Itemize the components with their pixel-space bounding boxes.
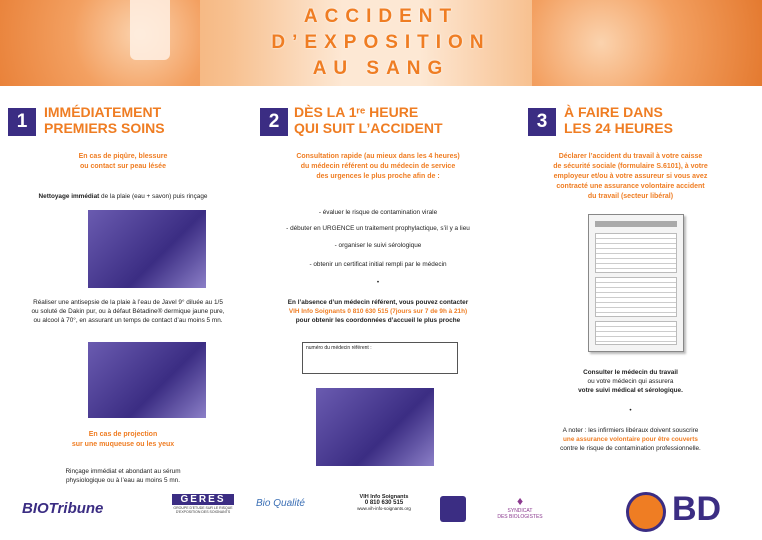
square-logo [440,496,466,522]
hand-washing-photo [88,210,206,288]
note-line: contre le risque de contamination professionnelle. [560,445,701,452]
subheading-line: En cas de projection [88,431,158,438]
bd-logo: BD [672,490,722,528]
vih-title: VIH Info Soignants [359,494,409,500]
geres-text: GERES [172,494,234,505]
action-item: - débuter en URGENCE un traitement prophylactique, s’il y a lieu [286,225,470,232]
consult-occupational-doctor [508,368,753,395]
absence-line: En l’absence d’un médecin référent, vous pouvez contacter [287,299,469,306]
note-line: une assurance volontaire pour être couverts [563,436,698,443]
bd-sun-icon [626,492,666,532]
consultation-photo [316,388,434,466]
heading-line: IMMÉDIATEMENT [44,104,162,120]
step-2-heading [294,104,443,136]
step-3-heading [564,104,673,136]
vih-phone: 0 810 630 515 [364,500,404,506]
consult-line: ou votre médecin qui assurera [587,378,674,385]
step-number-2: 2 [260,108,288,136]
title-line-3: AU SANG [312,58,450,79]
antisepsis-line: Réaliser une antisepsie de la plaie à l’eau de Javel 9° diluée au 1/5 [33,299,223,306]
rinse-line: physiologique ou à l’eau au moins 5 mn. [65,477,181,484]
intro-line: des urgences le plus proche afin de : [316,173,440,180]
absence-note [258,298,498,325]
step-1-heading [44,104,165,136]
title-line-2: D’EXPOSITION [271,32,491,53]
heading-line: À FAIRE DANS [564,104,663,120]
column-immediate-care [8,100,253,484]
step-number-3: 3 [528,108,556,136]
declaration-text [508,152,753,202]
antisepsis-line: ou alcool à 70°, en assurant un temps de contact d’au moins 5 mn. [33,317,223,324]
form-line [595,221,677,227]
consult-line: votre suivi médical et sérologique. [578,387,683,394]
declare-line: employeur et/ou à votre assureur si vous avez [553,173,708,180]
hotline-line: VIH Info Soignants 0 810 630 515 (7jours sur 7 de 9h à 21h) [288,308,468,315]
biotribune-logo: BIOTribune [22,500,104,517]
geres-logo [172,494,234,514]
note-line: A noter : les infirmiers libéraux doivent souscrire [562,427,699,434]
intro-line: Consultation rapide (au mieux dans les 4 heures) [296,153,460,160]
antisepsis-line: ou soluté de Dakin pur, ou à défaut Bétadine® dermique jaune pure, [31,308,225,315]
heading-line: QUI SUIT L’ACCIDENT [294,120,443,136]
wash-bold: Nettoyage immédiat [38,193,100,200]
column-first-hour [258,100,503,480]
referent-doctor-field[interactable] [302,342,458,374]
antisepsis-instruction [8,298,248,325]
heading-line: LES 24 HEURES [564,120,673,136]
antiseptic-bottle-photo [88,342,206,418]
action-item: - obtenir un certificat initial rempli par le médecin [309,261,447,268]
sponsor-logos [0,488,762,540]
header-banner [0,0,762,86]
subheading-piqure [8,152,238,172]
vih-info-logo [346,494,422,511]
heading-line: PREMIERS SOINS [44,120,165,136]
declare-line: Déclarer l’accident du travail à votre caisse [558,153,703,160]
intro-line: du médecin référent ou du médecin de service [300,163,456,170]
sdb-line: DES BIOLOGISTES [497,514,543,520]
vih-url: www.vih-info-soignants.org [357,506,411,511]
bullet: • [629,407,632,414]
syndicat-biologistes-logo: ♦ SYNDICAT DES BIOLOGISTES [488,494,552,520]
declare-line: du travail (secteur libéral) [587,193,674,200]
column-24-hours [508,100,753,480]
rinse-line: Rinçage immédiat et abondant au sérum [65,468,181,475]
form-block [595,233,677,273]
title-line-1: ACCIDENT [303,6,459,27]
step-number-1: 1 [8,108,36,136]
form-s6101-image [588,214,684,352]
subheading-line: ou contact sur peau lésée [80,163,166,170]
subheading-projection [8,430,238,450]
form-block [595,321,677,345]
action-item: - organiser le suivi sérologique [334,242,422,249]
rinse-instruction [8,467,238,485]
subheading-line: En cas de piqûre, blessure [78,153,168,160]
declare-line: de sécurité sociale (formulaire S.6101), à votre [553,163,708,170]
field-label: numéro du médecin référent : [306,345,372,351]
absence-line: pour obtenir les coordonnées d’accueil le plus proche [295,317,461,324]
consult-line: Consulter le médecin du travail [583,369,678,376]
action-item: - évaluer le risque de contamination virale [318,209,438,216]
sdb-line: SYNDICAT [507,508,533,514]
form-block [595,277,677,317]
wash-text: de la plaie (eau + savon) puis rinçage [99,193,208,200]
subheading-line: sur une muqueuse ou les yeux [71,441,175,448]
wash-instruction [8,192,238,201]
consultation-intro [258,152,498,182]
bioqualite-logo: Bio Qualité [256,498,305,509]
declare-line: contracté une assurance volontaire accident [556,183,705,190]
heading-line: DÈS LA 1ʳᵉ HEURE [294,104,419,120]
note-liberal-nurses [508,426,753,453]
bullet: • [376,279,380,286]
geres-subtitle: GROUPE D'ETUDE SUR LE RISQUE D'EXPOSITION DES SOIGNANTS [173,506,233,514]
